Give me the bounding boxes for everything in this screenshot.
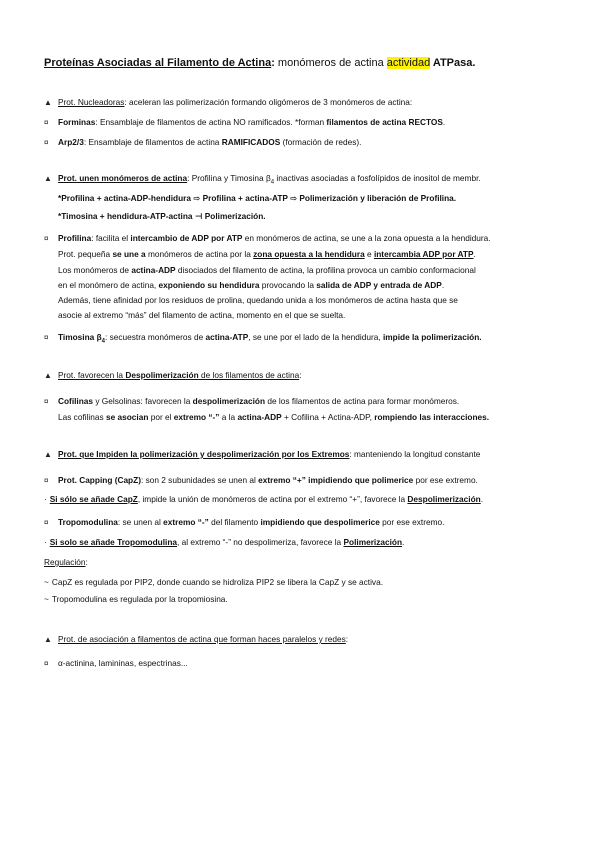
title-highlight: actividad	[386, 57, 431, 69]
profilina-line-2	[58, 248, 476, 260]
arp-bold: RAMIFICADOS	[221, 137, 281, 147]
cross-bullet-icon: ¤	[44, 659, 49, 668]
title-colon: :	[271, 57, 275, 69]
timosina-text: : secuestra monómeros de	[104, 332, 206, 342]
profilina-text: en monómeros de actina, se une a la zona opuesta a la hendidura.	[242, 233, 491, 243]
cofilinas-line-1	[44, 395, 459, 408]
arrow-bullet-icon: ▲	[44, 371, 52, 380]
tropomodulina-bold: impidiendo que despolimerice	[260, 517, 380, 527]
capz-text: : son 2 subunidades se unen al	[140, 475, 259, 485]
arp-end: (formación de redes).	[280, 137, 362, 147]
monomeros-text-end: inactivas asociadas a fosfolípidos de inositol de membr.	[274, 173, 481, 183]
cross-bullet-icon: ¤	[44, 397, 49, 406]
cofilinas-text: de los filamentos de actina para formar monómeros.	[265, 396, 460, 406]
profilina-line-6: asocie al extremo “más” del filamento de actina, momento en el que se suelta.	[58, 310, 346, 320]
haces-text: α-actinina, lamininas, espectrinas...	[58, 658, 188, 668]
dot-bullet-icon: ·	[44, 494, 47, 504]
forminas-item	[44, 116, 445, 129]
haces-heading	[44, 633, 348, 646]
cross-bullet-icon: ¤	[44, 138, 49, 147]
title-mid: monómeros de actina	[274, 57, 387, 69]
timosina-equation: *Timosina + hendidura-ATP-actina ⊣ Polimerización.	[58, 211, 266, 221]
capz-only-text: , impide la unión de monómeros de actina por el extremo “+”, favorece la	[137, 494, 408, 504]
arrow-bullet-icon: ▲	[44, 635, 52, 644]
forminas-end: .	[442, 117, 446, 127]
nucleadoras-title: Prot. Nucleadoras	[58, 97, 125, 107]
monomeros-heading	[44, 172, 481, 189]
cofilinas-bold: despolimerización	[192, 396, 266, 406]
cofilinas-bold: rompiendo las interacciones.	[374, 412, 490, 422]
profilina-line-3	[58, 264, 476, 276]
profilina-bold: actina-ADP	[131, 265, 176, 275]
profilina-text: Los monómeros de	[58, 265, 132, 275]
dot-bullet-icon: ·	[44, 537, 47, 547]
title-suffix: ATPasa.	[430, 57, 476, 69]
regulacion-heading	[44, 556, 88, 568]
tropomodulina-text: del filamento	[208, 517, 261, 527]
regulacion-title: Regulación	[44, 557, 86, 567]
profilina-text: .	[441, 280, 445, 290]
capz-bold: extremo “+” impidiendo que polimerice	[258, 475, 414, 485]
despol-title: Prot. favorecen la	[58, 370, 126, 380]
capz-only-item	[44, 493, 483, 505]
beta-subscript: 4	[101, 338, 105, 345]
cofilinas-label: Cofilinas	[58, 396, 94, 406]
tropomodulina-bold: extremo “-”	[163, 517, 209, 527]
arp-text: : Ensamblaje de filamentos de actina	[83, 137, 222, 147]
monomeros-title: Prot. unen monómeros de actina	[58, 173, 188, 183]
tropo-only-bold: Si solo se añade Tropomodulina	[49, 537, 178, 547]
despol-title: de los filamentos de actina	[198, 370, 300, 380]
extremos-title: Prot. que Impiden la polimerización y despolimerización por los Extremos	[58, 449, 350, 459]
regulacion-text: CapZ es regulada por PIP2, donde cuando se hidroliza PIP2 se libera la CapZ y se activa.	[51, 577, 384, 587]
nucleadoras-text: : aceleran las polimerización formando oligómeros de 3 monómeros de actina:	[124, 97, 413, 107]
cofilinas-text: y Gelsolinas: favorecen la	[93, 396, 193, 406]
profilina-bold: se une a	[112, 249, 146, 259]
cofilinas-line-2	[58, 411, 489, 423]
profilina-bold: intercambia ADP por ATP	[373, 249, 474, 259]
profilina-text: e	[364, 249, 374, 259]
profilina-equation: *Profilina + actina-ADP-hendidura ⇨ Profilina + actina-ATP ⇨ Polimerización y liberación de Profilina.	[58, 193, 457, 203]
regulacion-colon: :	[85, 557, 88, 567]
profilina-line-5: Además, tiene afinidad por los residuos de prolina, quedando unida a los monómeros de actina hasta que se	[58, 295, 458, 305]
title-main: Proteínas Asociadas al Filamento de Actina	[44, 57, 272, 69]
profilina-text: provocando la	[259, 280, 317, 290]
timosina-text: , se une por el lado de la hendidura,	[248, 332, 383, 342]
cross-bullet-icon: ¤	[44, 518, 49, 527]
forminas-text: : Ensamblaje de filamentos de actina NO ramificados. *forman	[95, 117, 327, 127]
tropo-only-text: .	[402, 537, 405, 547]
regulacion-item-2	[44, 593, 228, 605]
capz-text: por ese extremo.	[413, 475, 478, 485]
capz-only-bold: Despolimerización	[407, 494, 481, 504]
beta-subscript: 4	[270, 179, 275, 186]
cross-bullet-icon: ¤	[44, 333, 49, 342]
monomeros-text: : Profilina y Timosina β	[187, 173, 271, 183]
timosina-label: Timosina β	[58, 332, 102, 342]
capz-only-bold: Si sólo se añade CapZ	[49, 494, 138, 504]
haces-item	[44, 657, 188, 670]
profilina-text: : facilita el	[91, 233, 131, 243]
cross-bullet-icon: ¤	[44, 234, 49, 243]
extremos-heading	[44, 448, 480, 461]
cofilinas-text: por el	[148, 412, 174, 422]
forminas-bold: filamentos de actina RECTOS	[326, 117, 443, 127]
tilde-bullet-icon: ~	[44, 577, 49, 587]
profilina-bold: zona opuesta a la hendidura	[253, 249, 365, 259]
tropomodulina-label: Tropomodulina	[58, 517, 118, 527]
profilina-line-4	[58, 279, 444, 291]
despol-heading	[44, 369, 302, 382]
despol-colon: :	[299, 370, 302, 380]
capz-item	[44, 474, 478, 487]
forminas-label: Forminas	[58, 117, 96, 127]
arrow-bullet-icon: ▲	[44, 174, 52, 183]
capz-label: Prot. Capping (CapZ)	[58, 475, 141, 485]
profilina-text: Prot. pequeña	[58, 249, 113, 259]
arrow-bullet-icon: ▲	[44, 450, 52, 459]
nucleadoras-heading	[44, 96, 412, 109]
arp-item	[44, 136, 361, 149]
tropo-only-bold: Polimerización	[343, 537, 403, 547]
cofilinas-bold: se asocian	[105, 412, 149, 422]
despol-title-bold: Despolimerización	[125, 370, 199, 380]
tropomodulina-text: por ese extremo.	[379, 517, 445, 527]
arrow-bullet-icon: ▲	[44, 98, 52, 107]
profilina-bold: exponiendo su hendidura	[158, 280, 260, 290]
haces-colon: :	[345, 634, 349, 644]
profilina-text: en el monómero de actina,	[58, 280, 159, 290]
profilina-bold: intercambio de ADP por ATP	[130, 233, 243, 243]
timosina-item	[44, 331, 482, 348]
tropomodulina-item	[44, 516, 444, 529]
page-title	[44, 57, 475, 69]
profilina-text: monómeros de actina por la	[145, 249, 254, 259]
cofilinas-bold: extremo “-”	[173, 412, 220, 422]
cross-bullet-icon: ¤	[44, 118, 49, 127]
cofilinas-bold: actina-ADP	[237, 412, 282, 422]
profilina-text: disociados del filamento de actina, la profilina provoca un cambio conformacional	[175, 265, 476, 275]
tropo-only-text: , al extremo “-” no despolimeriza, favorece la	[177, 537, 344, 547]
cofilinas-text: Las cofilinas	[58, 412, 106, 422]
profilina-label: Profilina	[58, 233, 92, 243]
cofilinas-text: + Cofilina + Actina-ADP,	[281, 412, 375, 422]
arp-label: Arp2/3	[58, 137, 84, 147]
profilina-text: .	[473, 249, 476, 259]
cross-bullet-icon: ¤	[44, 476, 49, 485]
profilina-bold: salida de ADP y entrada de ADP	[316, 280, 442, 290]
capz-only-text: .	[480, 494, 484, 504]
regulacion-item-1	[44, 576, 383, 588]
timosina-bold: impide la polimerización.	[382, 332, 482, 342]
timosina-bold: actina-ATP	[205, 332, 249, 342]
tropomodulina-text: : se unen al	[117, 517, 164, 527]
cofilinas-text: a la	[219, 412, 238, 422]
haces-title: Prot. de asociación a filamentos de actina que forman haces paralelos y redes	[58, 634, 346, 644]
regulacion-text: Tropomodulina es regulada por la tropomiosina.	[51, 594, 228, 604]
extremos-text: : manteniendo la longitud constante	[349, 449, 481, 459]
profilina-line-1	[44, 232, 491, 245]
tropo-only-item	[44, 536, 404, 548]
tilde-bullet-icon: ~	[44, 594, 49, 604]
